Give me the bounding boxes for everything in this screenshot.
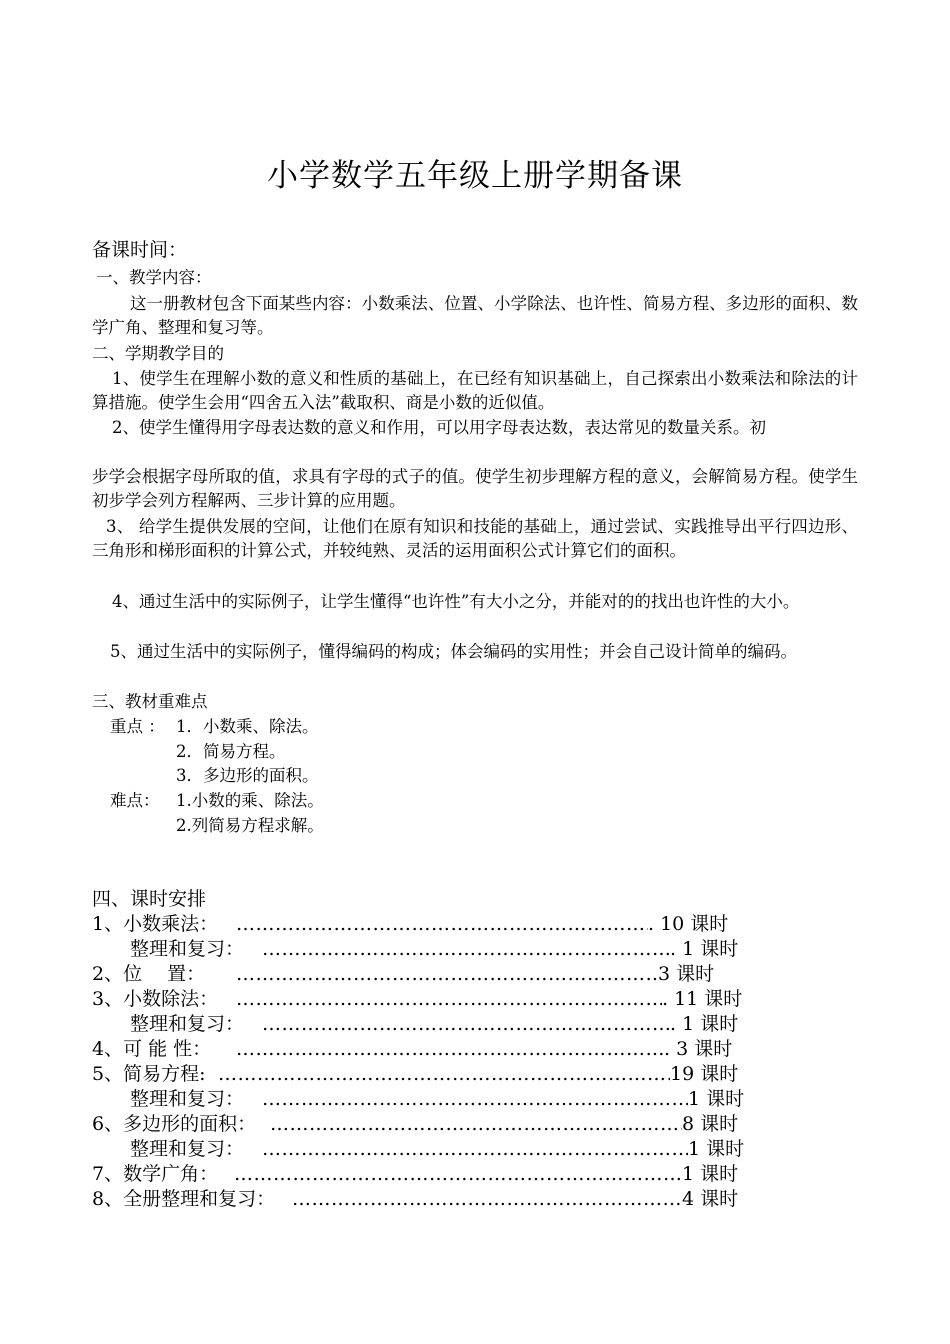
schedule-row-value: 1 课时 bbox=[688, 1088, 745, 1110]
schedule-row-label: 7、数学广角： bbox=[92, 1163, 219, 1185]
schedule-row-value: 3 课时 bbox=[658, 963, 715, 985]
goal-item-2: 2、使学生懂得用字母表达数的意义和作用，可以用字母表达数，表达常见的数量关系。初 bbox=[112, 418, 766, 437]
section4-heading: 四、课时安排 bbox=[92, 888, 207, 910]
schedule-row-value: . 3 课时 bbox=[664, 1038, 733, 1060]
schedule-row-value: 1 课时 bbox=[688, 1138, 745, 1160]
key-point-3: 3．多边形的面积。 bbox=[176, 766, 319, 785]
schedule-row-dots bbox=[218, 1062, 670, 1087]
schedule-row-dots bbox=[262, 1137, 688, 1162]
schedule-row-dots bbox=[234, 1162, 682, 1187]
goal-item-3: 3、 给学生提供发展的空间，让他们在原有知识和技能的基础上，通过尝试、实践推导出平行四边形、三角形和梯形面积的计算公式，并较纯熟、灵活的运用面积公式计算它们的面积。 bbox=[92, 517, 858, 560]
schedule-row-value: . 11 课时 bbox=[662, 988, 743, 1010]
difficult-points-label: 难点： bbox=[110, 791, 160, 810]
schedule-row-label: 3、小数除法： bbox=[92, 988, 219, 1010]
section1-heading: 一、教学内容： bbox=[96, 268, 212, 287]
schedule-row-label: 1、小数乘法： bbox=[92, 913, 219, 935]
key-points-label: 重点 ： bbox=[110, 717, 165, 736]
schedule-row-label: 6、多边形的面积： bbox=[92, 1113, 257, 1135]
schedule-row-dots bbox=[262, 1087, 688, 1112]
schedule-row-label: 2、位 置： bbox=[92, 963, 206, 985]
schedule-row-value: . 10 课时 bbox=[648, 913, 729, 935]
key-point-1: 1．小数乘、除法。 bbox=[176, 717, 319, 736]
schedule-row-dots bbox=[236, 912, 648, 937]
goal-item-4: 4、通过生活中的实际例子，让学生懂得“也许性”有大小之分，并能对的的找出也许性的大小。 bbox=[112, 592, 800, 611]
document-title: 小学数学五年级上册学期备课 bbox=[267, 158, 683, 194]
schedule-row-dots bbox=[270, 1112, 682, 1137]
goal-item-2-continued: 步学会根据字母所取的值，求具有字母的式子的值。使学生初步理解方程的意义，会解简易方程。使学生初步学会列方程解两、三步计算的应用题。 bbox=[92, 467, 858, 510]
key-point-2: 2．简易方程。 bbox=[176, 742, 286, 761]
schedule-row-value: 19 课时 bbox=[670, 1063, 739, 1085]
schedule-row-label: 整理和复习： bbox=[130, 1088, 245, 1110]
schedule-row-label: 整理和复习： bbox=[130, 1138, 245, 1160]
schedule-row-value: 4 课时 bbox=[682, 1188, 739, 1210]
goal-item-1: 1、使学生在理解小数的意义和性质的基础上，在已经有知识基础上，自己探索出小数乘法和除法的计算措施。使学生会用“四舍五入法”截取积、商是小数的近似值。 bbox=[92, 369, 858, 412]
difficult-point-1: 1.小数的乘、除法。 bbox=[176, 791, 324, 810]
schedule-row-dots bbox=[262, 1012, 670, 1037]
schedule-row-dots bbox=[236, 962, 658, 987]
schedule-row-dots bbox=[262, 937, 670, 962]
schedule-row-value: . 1 课时 bbox=[670, 938, 739, 960]
goal-item-5: 5、通过生活中的实际例子，懂得编码的构成；体会编码的实用性；并会自己设计简单的编码。 bbox=[110, 642, 797, 661]
difficult-point-2: 2.列简易方程求解。 bbox=[176, 816, 324, 835]
schedule-row-value: 1 课时 bbox=[682, 1163, 739, 1185]
section2-heading: 二、学期教学目的 bbox=[92, 344, 224, 363]
schedule-row-value: . 1 课时 bbox=[670, 1013, 739, 1035]
section1-body: 这一册教材包含下面某些内容：小数乘法、位置、小学除法、也许性、简易方程、多边形的面积、数学广角、整理和复习等。 bbox=[92, 294, 858, 337]
schedule-row-label: 整理和复习： bbox=[130, 938, 245, 960]
schedule-row-dots bbox=[292, 1187, 682, 1212]
prep-time-label: 备课时间： bbox=[92, 239, 188, 261]
schedule-row-label: 4、可 能 性： bbox=[92, 1038, 212, 1060]
schedule-row-label: 8、全册整理和复习： bbox=[92, 1188, 276, 1210]
schedule-row-label: 整理和复习： bbox=[130, 1013, 245, 1035]
schedule-row-label: 5、简易方程: bbox=[92, 1063, 206, 1085]
section3-heading: 三、教材重难点 bbox=[92, 692, 208, 711]
schedule-row-dots bbox=[236, 987, 662, 1012]
schedule-row-value: 8 课时 bbox=[682, 1113, 739, 1135]
schedule-row-dots bbox=[236, 1037, 664, 1062]
